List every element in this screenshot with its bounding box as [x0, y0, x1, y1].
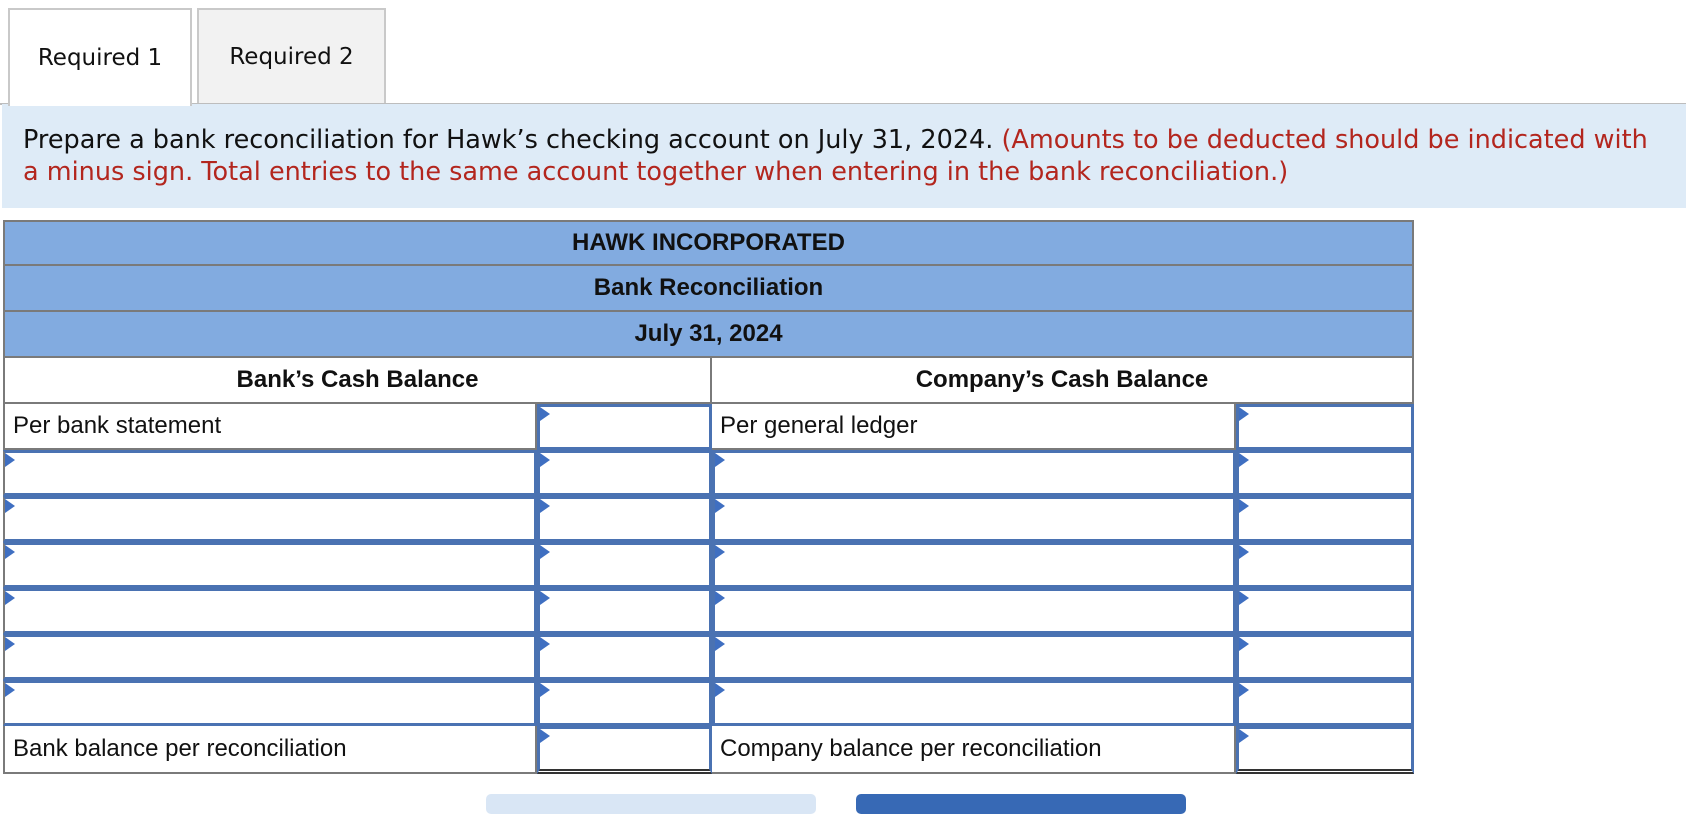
bank-adjustment-amount-input[interactable]: [540, 683, 709, 723]
bank-adjustment-label-input[interactable]: [5, 683, 534, 723]
company-name: HAWK INCORPORATED: [3, 220, 1414, 266]
company-adjustment-amount-input[interactable]: [1239, 683, 1411, 723]
general-ledger-amount-input[interactable]: [1239, 407, 1411, 447]
next-required-button[interactable]: [856, 794, 1186, 814]
reconciliation-cell: [537, 680, 712, 726]
reconciliation-cell: [3, 496, 537, 542]
per-general-ledger-label: Per general ledger: [712, 404, 1236, 450]
reconciliation-cell: [1236, 450, 1414, 496]
bank-reconciliation-table: [3, 220, 1414, 774]
reconciliation-cell: [537, 450, 712, 496]
company-adjustment-amount-input[interactable]: [1239, 453, 1411, 493]
bank-cash-balance-header: Bank’s Cash Balance: [3, 358, 712, 404]
bank-statement-amount-input[interactable]: [540, 407, 709, 447]
company-balance-per-reconciliation-label: Company balance per reconciliation: [712, 726, 1236, 774]
reconciliation-cell: [3, 542, 537, 588]
tab-bar: [8, 8, 386, 104]
previous-required-button[interactable]: [486, 794, 816, 814]
statement-date: July 31, 2024: [3, 312, 1414, 358]
bank-balance-per-reconciliation-label: Bank balance per reconciliation: [3, 726, 537, 774]
reconciliation-cell: [3, 588, 537, 634]
bank-adjustment-label-input[interactable]: [5, 591, 534, 631]
reconciliation-cell: [1236, 680, 1414, 726]
reconciliation-grid: [3, 358, 1414, 726]
reconciliation-cell: [712, 634, 1236, 680]
instructions-text: Prepare a bank reconciliation for Hawk’s checking account on July 31, 2024.: [23, 125, 994, 155]
bank-adjustment-label-input[interactable]: [5, 499, 534, 539]
reconciliation-cell: [712, 450, 1236, 496]
company-adjustment-amount-input[interactable]: [1239, 499, 1411, 539]
reconciliation-cell: [712, 542, 1236, 588]
reconciliation-cell: [3, 450, 537, 496]
reconciliation-cell: [1236, 588, 1414, 634]
bank-adjustment-amount-input[interactable]: [540, 453, 709, 493]
reconciliation-cell: [1236, 634, 1414, 680]
company-total-amount-cell: [1236, 726, 1414, 774]
bank-adjustment-label-input[interactable]: [5, 637, 534, 677]
bank-total-amount-input[interactable]: [540, 729, 709, 769]
bank-adjustment-amount-input[interactable]: [540, 499, 709, 539]
reconciliation-cell: [537, 496, 712, 542]
reconciliation-cell: [3, 680, 537, 726]
company-cash-balance-header: Company’s Cash Balance: [712, 358, 1414, 404]
bank-adjustment-label-input[interactable]: [5, 545, 534, 585]
reconciliation-cell: [712, 496, 1236, 542]
reconciliation-cell: [1236, 542, 1414, 588]
company-adjustment-amount-input[interactable]: [1239, 637, 1411, 677]
bank-total-amount-cell: [537, 726, 712, 774]
company-total-amount-input[interactable]: [1239, 729, 1411, 769]
instructions-panel: [2, 104, 1686, 208]
instructions-note: (Amounts to be deducted should be indicated with a minus sign. Total entries to the same account together when entering in the bank reconciliation.): [23, 125, 1648, 187]
reconciliation-cell: [1236, 496, 1414, 542]
statement-title: Bank Reconciliation: [3, 266, 1414, 312]
bank-statement-amount-cell: [537, 404, 712, 450]
per-bank-statement-label: Per bank statement: [3, 404, 537, 450]
company-adjustment-label-input[interactable]: [715, 683, 1233, 723]
bank-adjustment-label-input[interactable]: [5, 453, 534, 493]
reconciliation-cell: [3, 634, 537, 680]
tab-required-2[interactable]: Required 2: [197, 8, 386, 104]
company-adjustment-label-input[interactable]: [715, 453, 1233, 493]
reconciliation-cell: [537, 634, 712, 680]
company-adjustment-label-input[interactable]: [715, 545, 1233, 585]
bank-adjustment-amount-input[interactable]: [540, 545, 709, 585]
bank-adjustment-amount-input[interactable]: [540, 591, 709, 631]
reconciliation-total-row: [3, 726, 1414, 774]
reconciliation-cell: [712, 680, 1236, 726]
company-adjustment-label-input[interactable]: [715, 591, 1233, 631]
company-adjustment-amount-input[interactable]: [1239, 545, 1411, 585]
company-adjustment-amount-input[interactable]: [1239, 591, 1411, 631]
bank-adjustment-amount-input[interactable]: [540, 637, 709, 677]
reconciliation-cell: [537, 542, 712, 588]
general-ledger-amount-cell: [1236, 404, 1414, 450]
reconciliation-cell: [537, 588, 712, 634]
tab-required-1[interactable]: Required 1: [8, 8, 192, 106]
company-adjustment-label-input[interactable]: [715, 637, 1233, 677]
company-adjustment-label-input[interactable]: [715, 499, 1233, 539]
reconciliation-cell: [712, 588, 1236, 634]
